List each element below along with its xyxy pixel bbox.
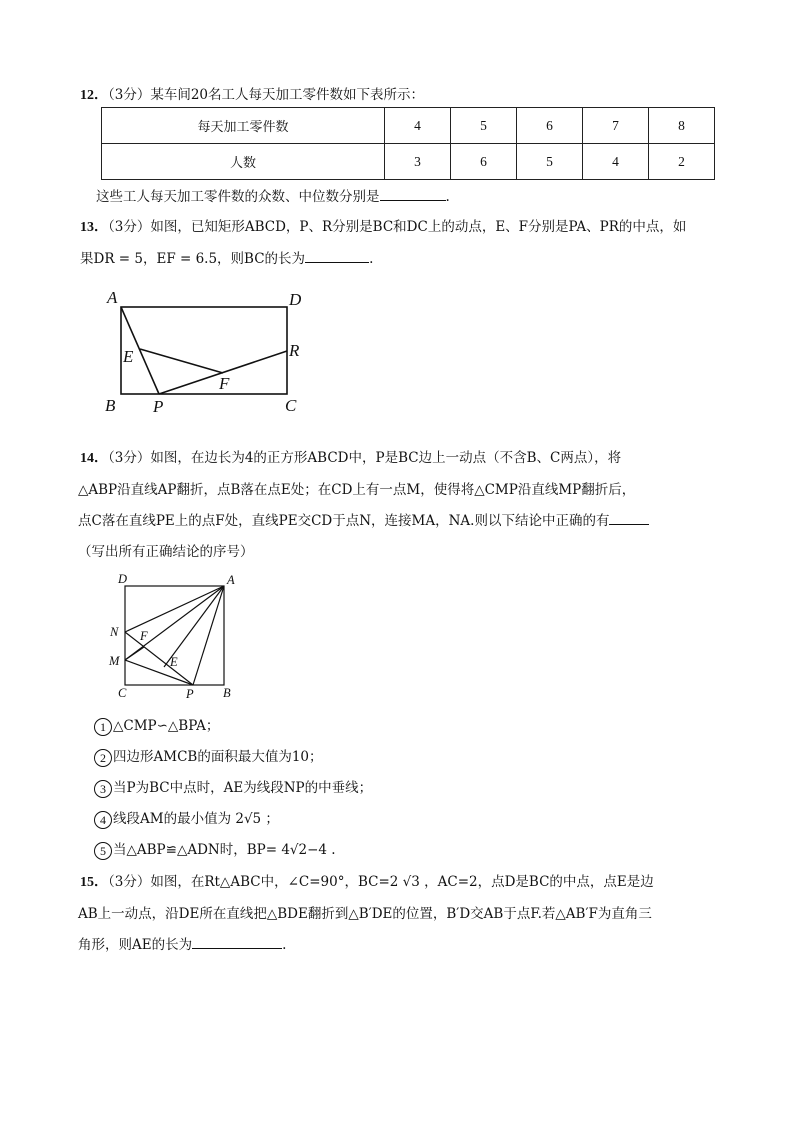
table-row xyxy=(102,108,715,144)
answer-blank[interactable] xyxy=(305,248,369,263)
q13-number: 13． xyxy=(80,220,108,235)
label-c: C xyxy=(118,686,127,700)
segment-mf xyxy=(125,647,144,660)
q12-text: 某车间20名工人每天加工零件数如下表所示： xyxy=(150,87,425,103)
label-a: A xyxy=(107,288,118,307)
q15-line1 xyxy=(80,870,654,891)
q14-text2: △ABP沿直线AP翻折，点B落在点E处；在CD上有一点M，使得将△CMP沿直线MP翻折后， xyxy=(78,482,636,498)
option-text: 线段AM的最小值为 2√5 ； xyxy=(113,811,279,827)
label-p: P xyxy=(153,397,164,416)
table-cell: 6 xyxy=(451,144,517,180)
q12-question-text: 这些工人每天加工零件数的众数、中位数分别是 xyxy=(96,189,380,205)
label-d: D xyxy=(118,572,128,586)
label-p: P xyxy=(186,687,194,701)
label-d: D xyxy=(289,290,302,309)
segment-mp xyxy=(125,660,193,685)
table-cell: 7 xyxy=(583,108,649,144)
q14-option-3 xyxy=(94,776,372,798)
q14-option-2 xyxy=(94,745,323,767)
table-cell: 4 xyxy=(583,144,649,180)
q12-table xyxy=(101,107,715,180)
circled-number: 4 xyxy=(94,811,112,829)
q12-number: 12． xyxy=(80,88,108,103)
circled-number: 2 xyxy=(94,749,112,767)
table-cell: 6 xyxy=(517,108,583,144)
label-m: M xyxy=(109,654,120,668)
segment-ap xyxy=(193,586,224,685)
q14-option-4 xyxy=(94,807,279,829)
answer-blank[interactable] xyxy=(609,510,649,525)
label-c: C xyxy=(285,396,297,415)
answer-blank[interactable] xyxy=(192,934,282,949)
table-header-cell: 每天加工零件数 xyxy=(102,108,385,144)
option-text: △CMP∽△BPA； xyxy=(113,718,220,734)
label-e: E xyxy=(170,655,178,669)
q14-number: 14． xyxy=(80,451,108,466)
table-header-cell: 人数 xyxy=(102,144,385,180)
option-text: 当△ABP≌△ADN时，BP= 4√2−4 . xyxy=(113,842,336,858)
q13-text2: 果DR = 5，EF = 6.5，则BC的长为 xyxy=(80,251,306,267)
q15-score: （3分） xyxy=(108,874,151,890)
q13-line2 xyxy=(80,247,373,267)
q15-number: 15． xyxy=(80,875,108,890)
q13-figure xyxy=(95,283,325,423)
segment-np xyxy=(125,632,193,685)
q14-line2 xyxy=(78,478,635,498)
label-b: B xyxy=(105,396,116,415)
q14-line1 xyxy=(80,446,621,467)
table-cell: 8 xyxy=(649,108,715,144)
table-cell: 5 xyxy=(517,144,583,180)
q14-text3: 点C落在直线PE上的点F处，直线PE交CD于点N，连接MA，NA.则以下结论中正确的有 xyxy=(78,513,610,529)
table-cell: 5 xyxy=(451,108,517,144)
q14-text1: 如图，在边长为4的正方形ABCD中，P是BC边上一动点（不含B、C两点），将 xyxy=(150,450,622,466)
q14-text4: （写出所有正确结论的序号） xyxy=(78,544,254,560)
q15-end: . xyxy=(282,937,287,953)
segment-ef xyxy=(140,349,223,373)
table-cell: 4 xyxy=(385,108,451,144)
q14-score: （3分） xyxy=(108,450,151,466)
q15-line3 xyxy=(78,933,286,953)
segment-an xyxy=(125,586,224,632)
q13-score: （3分） xyxy=(108,219,151,235)
q15-text2: AB上一动点，沿DE所在直线把△BDE翻折到△B′DE的位置，B′D交AB于点F.若△AB′F为直角三 xyxy=(78,906,652,922)
label-f: F xyxy=(219,374,230,393)
segment-am xyxy=(125,586,224,660)
label-b: B xyxy=(223,686,231,700)
q13-line1 xyxy=(80,215,686,236)
table-row xyxy=(102,144,715,180)
q13-text1: 如图，已知矩形ABCD，P、R分别是BC和DC上的动点，E、F分别是PA、PR的中点，如 xyxy=(150,219,687,235)
circled-number: 1 xyxy=(94,718,112,736)
answer-blank[interactable] xyxy=(380,186,446,201)
q14-figure xyxy=(104,570,244,705)
q14-option-1 xyxy=(94,714,219,736)
q12-question xyxy=(96,185,450,205)
q15-line2 xyxy=(78,902,652,922)
table-cell: 2 xyxy=(649,144,715,180)
circled-number: 5 xyxy=(94,842,112,860)
option-text: 四边形AMCB的面积最大值为10； xyxy=(113,749,323,765)
q12-score: （3分） xyxy=(108,87,151,103)
q12-end: . xyxy=(445,189,450,205)
table-cell: 3 xyxy=(385,144,451,180)
q12-line xyxy=(80,83,424,104)
option-text: 当P为BC中点时，AE为线段NP的中垂线； xyxy=(113,780,373,796)
label-e: E xyxy=(123,347,134,366)
q14-line4 xyxy=(78,540,254,560)
label-f: F xyxy=(140,629,148,643)
circled-number: 3 xyxy=(94,780,112,798)
label-n: N xyxy=(110,625,119,639)
q15-text1: 如图，在Rt△ABC中，∠C=90°，BC=2 √3 ，AC=2，点D是BC的中点，点E是边 xyxy=(150,874,654,890)
q15-text3: 角形，则AE的长为 xyxy=(78,937,193,953)
label-r: R xyxy=(289,341,300,360)
q14-option-5 xyxy=(94,838,336,860)
label-a: A xyxy=(227,573,235,587)
q14-line3 xyxy=(78,509,649,529)
q13-end: . xyxy=(369,251,374,267)
